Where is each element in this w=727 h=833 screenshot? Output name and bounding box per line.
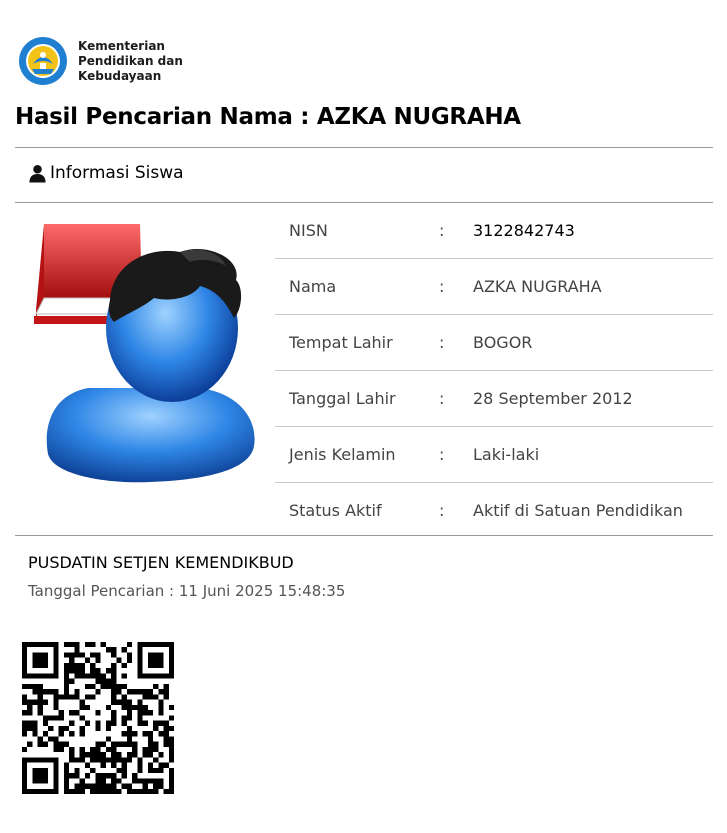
table-row [275,483,713,539]
ministry-logo [18,36,183,86]
search-timestamp: Tanggal Pencarian : 11 Juni 2025 15:48:35 [28,582,346,600]
row-separator: : [439,259,473,315]
section-header [28,163,184,183]
table-row [275,315,713,371]
row-label: Nama [275,259,439,315]
user-icon [28,164,47,183]
row-separator: : [439,203,473,259]
student-info-table [275,203,713,538]
page-title: Hasil Pencarian Nama : AZKA NUGRAHA [15,104,521,130]
table-row [275,371,713,427]
table-row [275,203,713,259]
logo-line-2: Pendidikan dan [78,53,183,68]
row-value: Laki-laki [473,427,713,483]
row-label: Tanggal Lahir [275,371,439,427]
row-separator: : [439,371,473,427]
table-row [275,427,713,483]
row-separator: : [439,427,473,483]
tut-wuri-handayani-emblem-icon [18,36,68,86]
row-label: Jenis Kelamin [275,427,439,483]
row-value: 3122842743 [473,203,713,259]
logo-line-3: Kebudayaan [78,68,162,83]
divider-bottom [15,535,713,536]
row-value: AZKA NUGRAHA [473,259,713,315]
row-value: BOGOR [473,315,713,371]
row-separator: : [439,501,445,520]
ministry-name [78,39,183,84]
row-label: Tempat Lahir [275,315,439,371]
divider-top [15,147,713,148]
section-title: Informasi Siswa [50,163,184,183]
qr-code-icon [22,642,174,794]
table-row [275,259,713,315]
logo-line-1: Kementerian [78,38,165,53]
row-value: 28 September 2012 [473,371,713,427]
student-book-avatar-icon [30,218,262,484]
row-separator: : [439,315,473,371]
row-label: NISN [275,203,439,259]
row-label: Status Aktif [289,501,382,520]
row-value: Aktif di Satuan Pendidikan [473,501,683,520]
footer-organization: PUSDATIN SETJEN KEMENDIKBUD [28,553,294,572]
